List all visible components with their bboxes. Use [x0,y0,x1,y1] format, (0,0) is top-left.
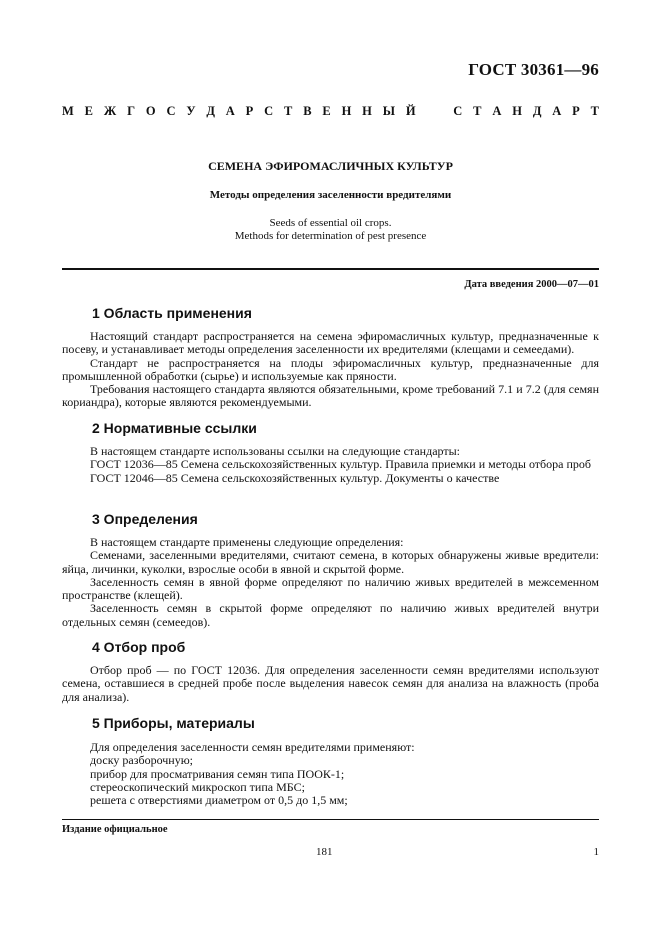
banner-letter: Н [512,104,522,118]
interstate-standard-banner [62,104,599,119]
page-number-right: 1 [593,846,599,858]
banner-letter: А [552,104,562,118]
banner-letter: Т [473,104,482,118]
section-body-instruments [62,741,599,807]
section-heading-instruments: 5 Приборы, материалы [92,715,255,731]
document-subtitle: Методы определения заселенности вредителями [209,189,452,201]
paragraph: Отбор проб — по ГОСТ 12036. Для определения заселенности семян вредителями используют семена, оставшиеся в средней пробе после выделения навесок семян для анализа на влажность (проба для анализа). [62,663,599,704]
english-title-line-1: Seeds of essential oil crops. [269,217,392,229]
banner-letter: Ж [103,104,117,118]
banner-letter: Н [341,104,352,118]
list-item: стереоскопический микроскоп типа МБС; [90,779,305,794]
paragraph: Требования настоящего стандарта являются обязательными, кроме требований 7.1 и 7.2 (для семян кориандра), которые являются рекомендуемыми. [62,382,599,410]
banner-letter: С [166,104,176,118]
paragraph: Для определения заселенности семян вредителями применяют: [90,740,415,754]
banner-letter: Е [84,104,93,118]
section-body-sampling [62,664,599,704]
banner-letter: С [264,104,274,118]
paragraph: Заселенность семян в скрытой форме определяют по наличию живых вредителей внутри отдельных семян (семеедов). [62,601,599,629]
page-number-center: 181 [316,846,333,858]
paragraph: В настоящем стандарте использованы ссылки на следующие стандарты: [90,444,461,458]
list-item: доску разборочную; [90,753,194,768]
banner-letter: М [62,104,74,118]
section-body-scope [62,330,599,410]
english-title [62,217,599,243]
reference-item: ГОСТ 12046—85 Семена сельскохозяйственных культур. Документы о качестве [90,470,500,485]
banner-letter: Г [127,104,136,118]
banner-letter: Р [572,104,580,118]
paragraph: Семенами, заселенными вредителями, считают семена, в которых обнаружены живые вредители: яйца, личинки, куколки, взрослые особи в явной и скрытой форме. [62,548,599,576]
banner-letter: Р [245,104,254,118]
banner-letter: А [225,104,235,118]
banner-letter: А [492,104,502,118]
section-heading-references: 2 Нормативные ссылки [92,420,257,436]
introduction-date: Дата введения 2000—07—01 [464,279,599,290]
section-heading-sampling: 4 Отбор проб [92,639,186,655]
banner-letter: С [453,104,463,118]
section-body-references [62,445,599,485]
edition-note: Издание официальное [62,824,168,835]
standard-code: ГОСТ 30361—96 [468,60,599,79]
section-heading-scope: 1 Область применения [92,305,252,321]
banner-letter: Д [532,104,542,118]
banner-letter: В [303,104,312,118]
banner-gap [426,104,442,119]
header-divider [62,268,599,270]
banner-letter: Д [206,104,215,118]
banner-letter: У [186,104,196,118]
banner-letter: О [145,104,156,118]
list-item: решета с отверстиями диаметром от 0,5 до 1,5 мм; [90,793,348,808]
paragraph: Заселенность семян в явной форме определяют по наличию живых вредителей в межсеменном пространстве (клещей). [62,574,599,603]
paragraph: Настоящий стандарт распространяется на семена эфиромасличных культур, предназначенные к посеву, и устанавливает методы определения заселенности их вредителями (клещами и семеедами). [62,329,599,357]
banner-letter: Т [590,104,599,118]
footer-divider [62,819,599,820]
banner-letter: Е [322,104,331,118]
banner-letter: Н [362,104,372,118]
banner-letter: Т [284,104,293,118]
reference-item: ГОСТ 12036—85 Семена сельскохозяйственных культур. Правила приемки и методы отбора проб [90,457,591,472]
banner-letter: Й [405,104,416,118]
english-title-line-2: Methods for determination of pest presence [234,230,427,242]
document-title: СЕМЕНА ЭФИРОМАСЛИЧНЫХ КУЛЬТУР [208,159,453,173]
paragraph: Стандарт не распространяется на плоды эфиромасличных культур, предназначенные для промышленной обработки (сырье) и используемые как пряности. [62,355,599,383]
section-body-definitions [62,536,599,629]
paragraph: В настоящем стандарте применены следующие определения: [90,535,404,549]
list-item: прибор для просматривания семян типа ПООК-1; [90,766,345,781]
banner-letter: Ы [382,104,396,118]
section-heading-definitions: 3 Определения [92,511,198,527]
